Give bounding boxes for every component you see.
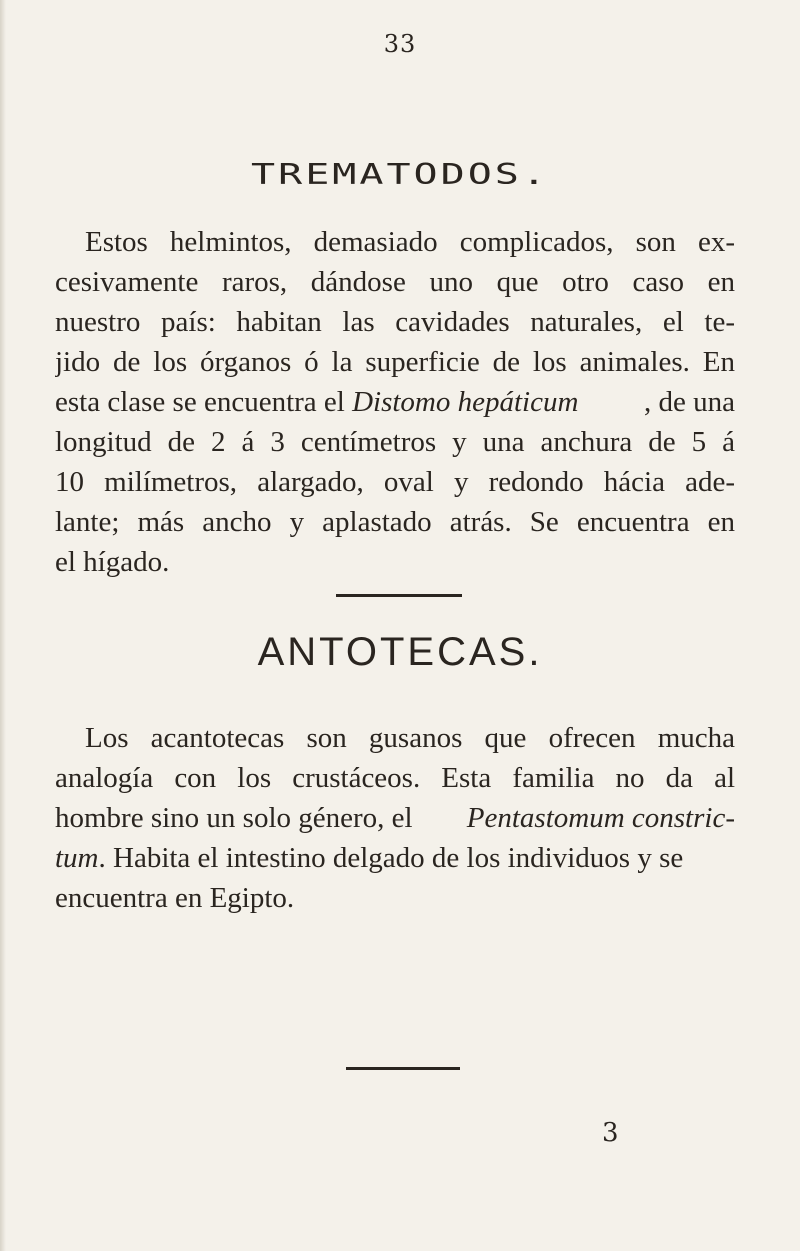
text-line (55, 382, 735, 422)
text-line (55, 798, 735, 838)
text-line: jido de los órganos ó la superficie de los animales. En (55, 346, 735, 378)
text-line: el hígado. (55, 546, 170, 578)
text-line: nuestro país: habitan las cavidades naturales, el te- (55, 306, 735, 338)
section-divider (336, 594, 462, 597)
text-line: Los acantotecas son gusanos que ofrecen mucha (85, 722, 735, 754)
text-segment: esta clase se encuentra el (55, 386, 353, 418)
text-line: Estos helmintos, demasiado complicados, son ex- (85, 226, 735, 258)
signature-mark: 3 (602, 1118, 619, 1148)
page-number: 33 (383, 30, 417, 58)
text-segment: , de una (644, 386, 735, 418)
text-line (55, 838, 735, 878)
paragraph-antotecas (55, 718, 735, 918)
section-title-antotecas: ANTOTECAS. (257, 630, 543, 674)
text-segment: hombre sino un solo género, el (55, 802, 413, 834)
paragraph-trematodos (55, 222, 735, 582)
text-line: lante; más ancho y aplastado atrás. Se encuentra en (55, 506, 735, 538)
species-name: Pentastomum constric- (466, 802, 735, 834)
section-divider (346, 1067, 460, 1070)
text-segment: . Habita el intestino delgado de los individuos y se (98, 842, 684, 874)
species-name-continued: tum (55, 842, 99, 874)
section-title-trematodos: TREMATODOS. (251, 158, 549, 192)
species-name: Distomo hepáticum (352, 386, 579, 418)
text-line: analogía con los crustáceos. Esta familia no da al (55, 762, 735, 794)
text-line: longitud de 2 á 3 centímetros y una anchura de 5 á (55, 426, 735, 458)
text-line: encuentra en Egipto. (55, 882, 295, 914)
text-line: 10 milímetros, alargado, oval y redondo hácia ade- (55, 466, 735, 498)
text-line: cesivamente raros, dándose uno que otro caso en (55, 266, 735, 298)
